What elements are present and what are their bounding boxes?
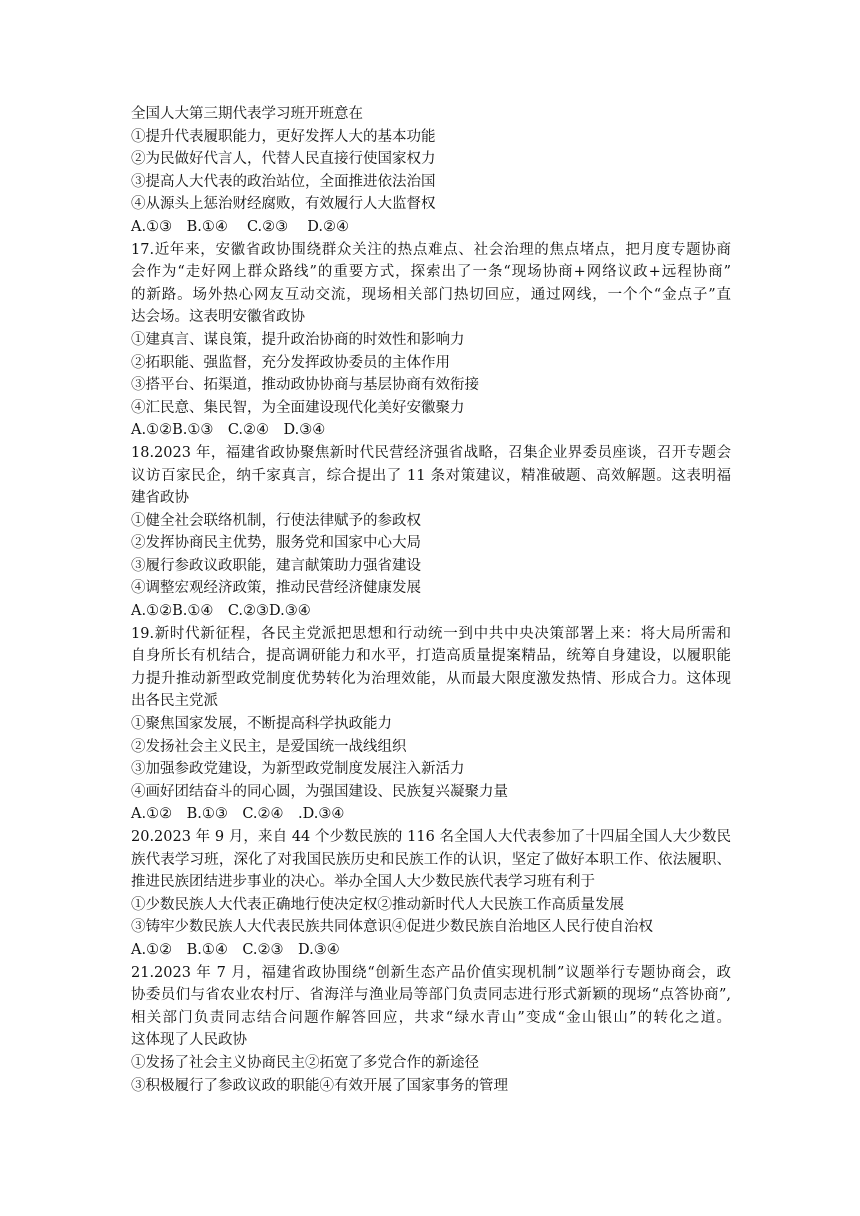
question-list	[131, 103, 731, 1097]
q17-option-3: ③搭平台、拓渠道，推动政协协商与基层协商有效衔接	[131, 377, 479, 394]
q20-answer-choices: A.①② B.①④ C.②③ D.③④	[131, 941, 340, 958]
q16-stem-line: 全国人大第三期代表学习班开班意在	[131, 106, 363, 122]
q19-stem-line: 力提升推动新型政党制度优势转化为治理效能，从而最大限度激发热情、形成合力。这体现	[131, 670, 731, 687]
q19-answer-choices: A.①② B.①③ C.②④ .D.③④	[131, 806, 345, 823]
q17-stem-line: 会作为“走好网上群众路线”的重要方式，探索出了一条“现场协商+网络议政+远程协商”	[131, 264, 731, 281]
q21-option-line: ③积极履行了参政议政的职能④有效开展了国家事务的管理	[131, 1077, 508, 1094]
q16-option-2: ②为民做好代言人，代替人民直接行使国家权力	[131, 151, 436, 168]
q19-stem-line: 出各民主党派	[131, 693, 218, 710]
q19-stem-line: 自身所长有机结合，提高调研能力和水平，打造高质量提案精品，统筹自身建设，以履职能	[131, 648, 731, 665]
q18-option-3: ③履行参政议政职能，建言献策助力强省建设	[131, 557, 421, 574]
q17-answer-choices: A.①②B.①③ C.②④ D.③④	[131, 422, 326, 439]
q18-option-2: ②发挥协商民主优势，服务党和国家中心大局	[131, 535, 421, 552]
q17-option-4: ④汇民意、集民智，为全面建设现代化美好安徽聚力	[131, 399, 465, 416]
q18-stem-line: 18.2023 年，福建省政协聚焦新时代民营经济强省战略，召集企业界委员座谈，召开专题会	[131, 444, 731, 461]
q18-option-4: ④调整宏观经济政策，推动民营经济健康发展	[131, 580, 421, 597]
q17-stem-line: 达会场。这表明安徽省政协	[131, 309, 305, 326]
q21-option-line: ①发扬了社会主义协商民主②拓宽了多党合作的新途径	[131, 1054, 479, 1071]
q16-option-4: ④从源头上惩治财经腐败，有效履行人大监督权	[131, 196, 436, 213]
q17-option-1: ①建真言、谋良策，提升政治协商的时效性和影响力	[131, 331, 465, 348]
q17-option-2: ②拓职能、强监督，充分发挥政协委员的主体作用	[131, 354, 450, 371]
q18-answer-choices: A.①②B.①④ C.②③D.③④	[131, 603, 311, 620]
q17-stem-line: 的新路。场外热心网友互动交流，现场相关部门热切回应，通过网线，一个个“金点子”直	[131, 286, 731, 303]
q20-option-line: ③铸牢少数民族人大代表民族共同体意识④促进少数民族自治地区人民行使自治权	[131, 919, 653, 936]
q19-option-1: ①聚焦国家发展，不断提高科学执政能力	[131, 716, 392, 733]
q20-option-line: ①少数民族人大代表正确地行使决定权②推动新时代人大民族工作高质量发展	[131, 896, 624, 913]
q17-stem-line: 17.近年来，安徽省政协围绕群众关注的热点难点、社会治理的焦点堵点，把月度专题协商	[131, 241, 731, 258]
q19-option-3: ③加强参政党建设，为新型政党制度发展注入新活力	[131, 761, 465, 778]
q21-stem-line: 这体现了人民政协	[131, 1032, 247, 1049]
q20-stem-line: 推进民族团结进步事业的决心。举办全国人大少数民族代表学习班有利于	[131, 874, 595, 891]
q16-option-3: ③提高人大代表的政治站位，全面推进依法治国	[131, 173, 436, 190]
q18-stem-line: 建省政协	[131, 490, 189, 507]
q21-stem-line: 21.2023 年 7 月，福建省政协围绕“创新生态产品价值实现机制”议题举行专题协商会，政	[131, 964, 731, 981]
q18-option-1: ①健全社会联络机制，行使法律赋予的参政权	[131, 512, 421, 529]
q20-stem-line: 20.2023 年 9 月，来自 44 个少数民族的 116 名全国人大代表参加了十四届全国人大少数民	[131, 829, 731, 845]
q19-stem-line: 19.新时代新征程，各民主党派把思想和行动统一到中共中央决策部署上来：将大局所需和	[131, 625, 731, 642]
q16-answer-choices: A.①③ B.①④ C.②③ D.②④	[131, 218, 349, 235]
q21-stem-line: 相关部门负责同志结合问题作解答回应，共求“绿水青山”变成“金山银山”的转化之道。	[131, 1009, 731, 1026]
q21-stem-line: 协委员们与省农业农村厅、省海洋与渔业局等部门负责同志进行形式新颖的现场“点答协商”,	[131, 987, 731, 1004]
q20-stem-line: 族代表学习班，深化了对我国民族历史和民族工作的认识，坚定了做好本职工作、依法履职、	[131, 851, 731, 868]
q16-option-1: ①提升代表履职能力，更好发挥人大的基本功能	[131, 128, 436, 145]
q19-option-4: ④画好团结奋斗的同心圆，为强国建设、民族复兴凝聚力量	[131, 783, 508, 800]
q19-option-2: ②发扬社会主义民主，是爱国统一战线组织	[131, 738, 407, 755]
q18-stem-line: 议访百家民企，纳千家真言，综合提出了 11 条对策建议，精准破题、高效解题。这表明福	[131, 467, 731, 484]
